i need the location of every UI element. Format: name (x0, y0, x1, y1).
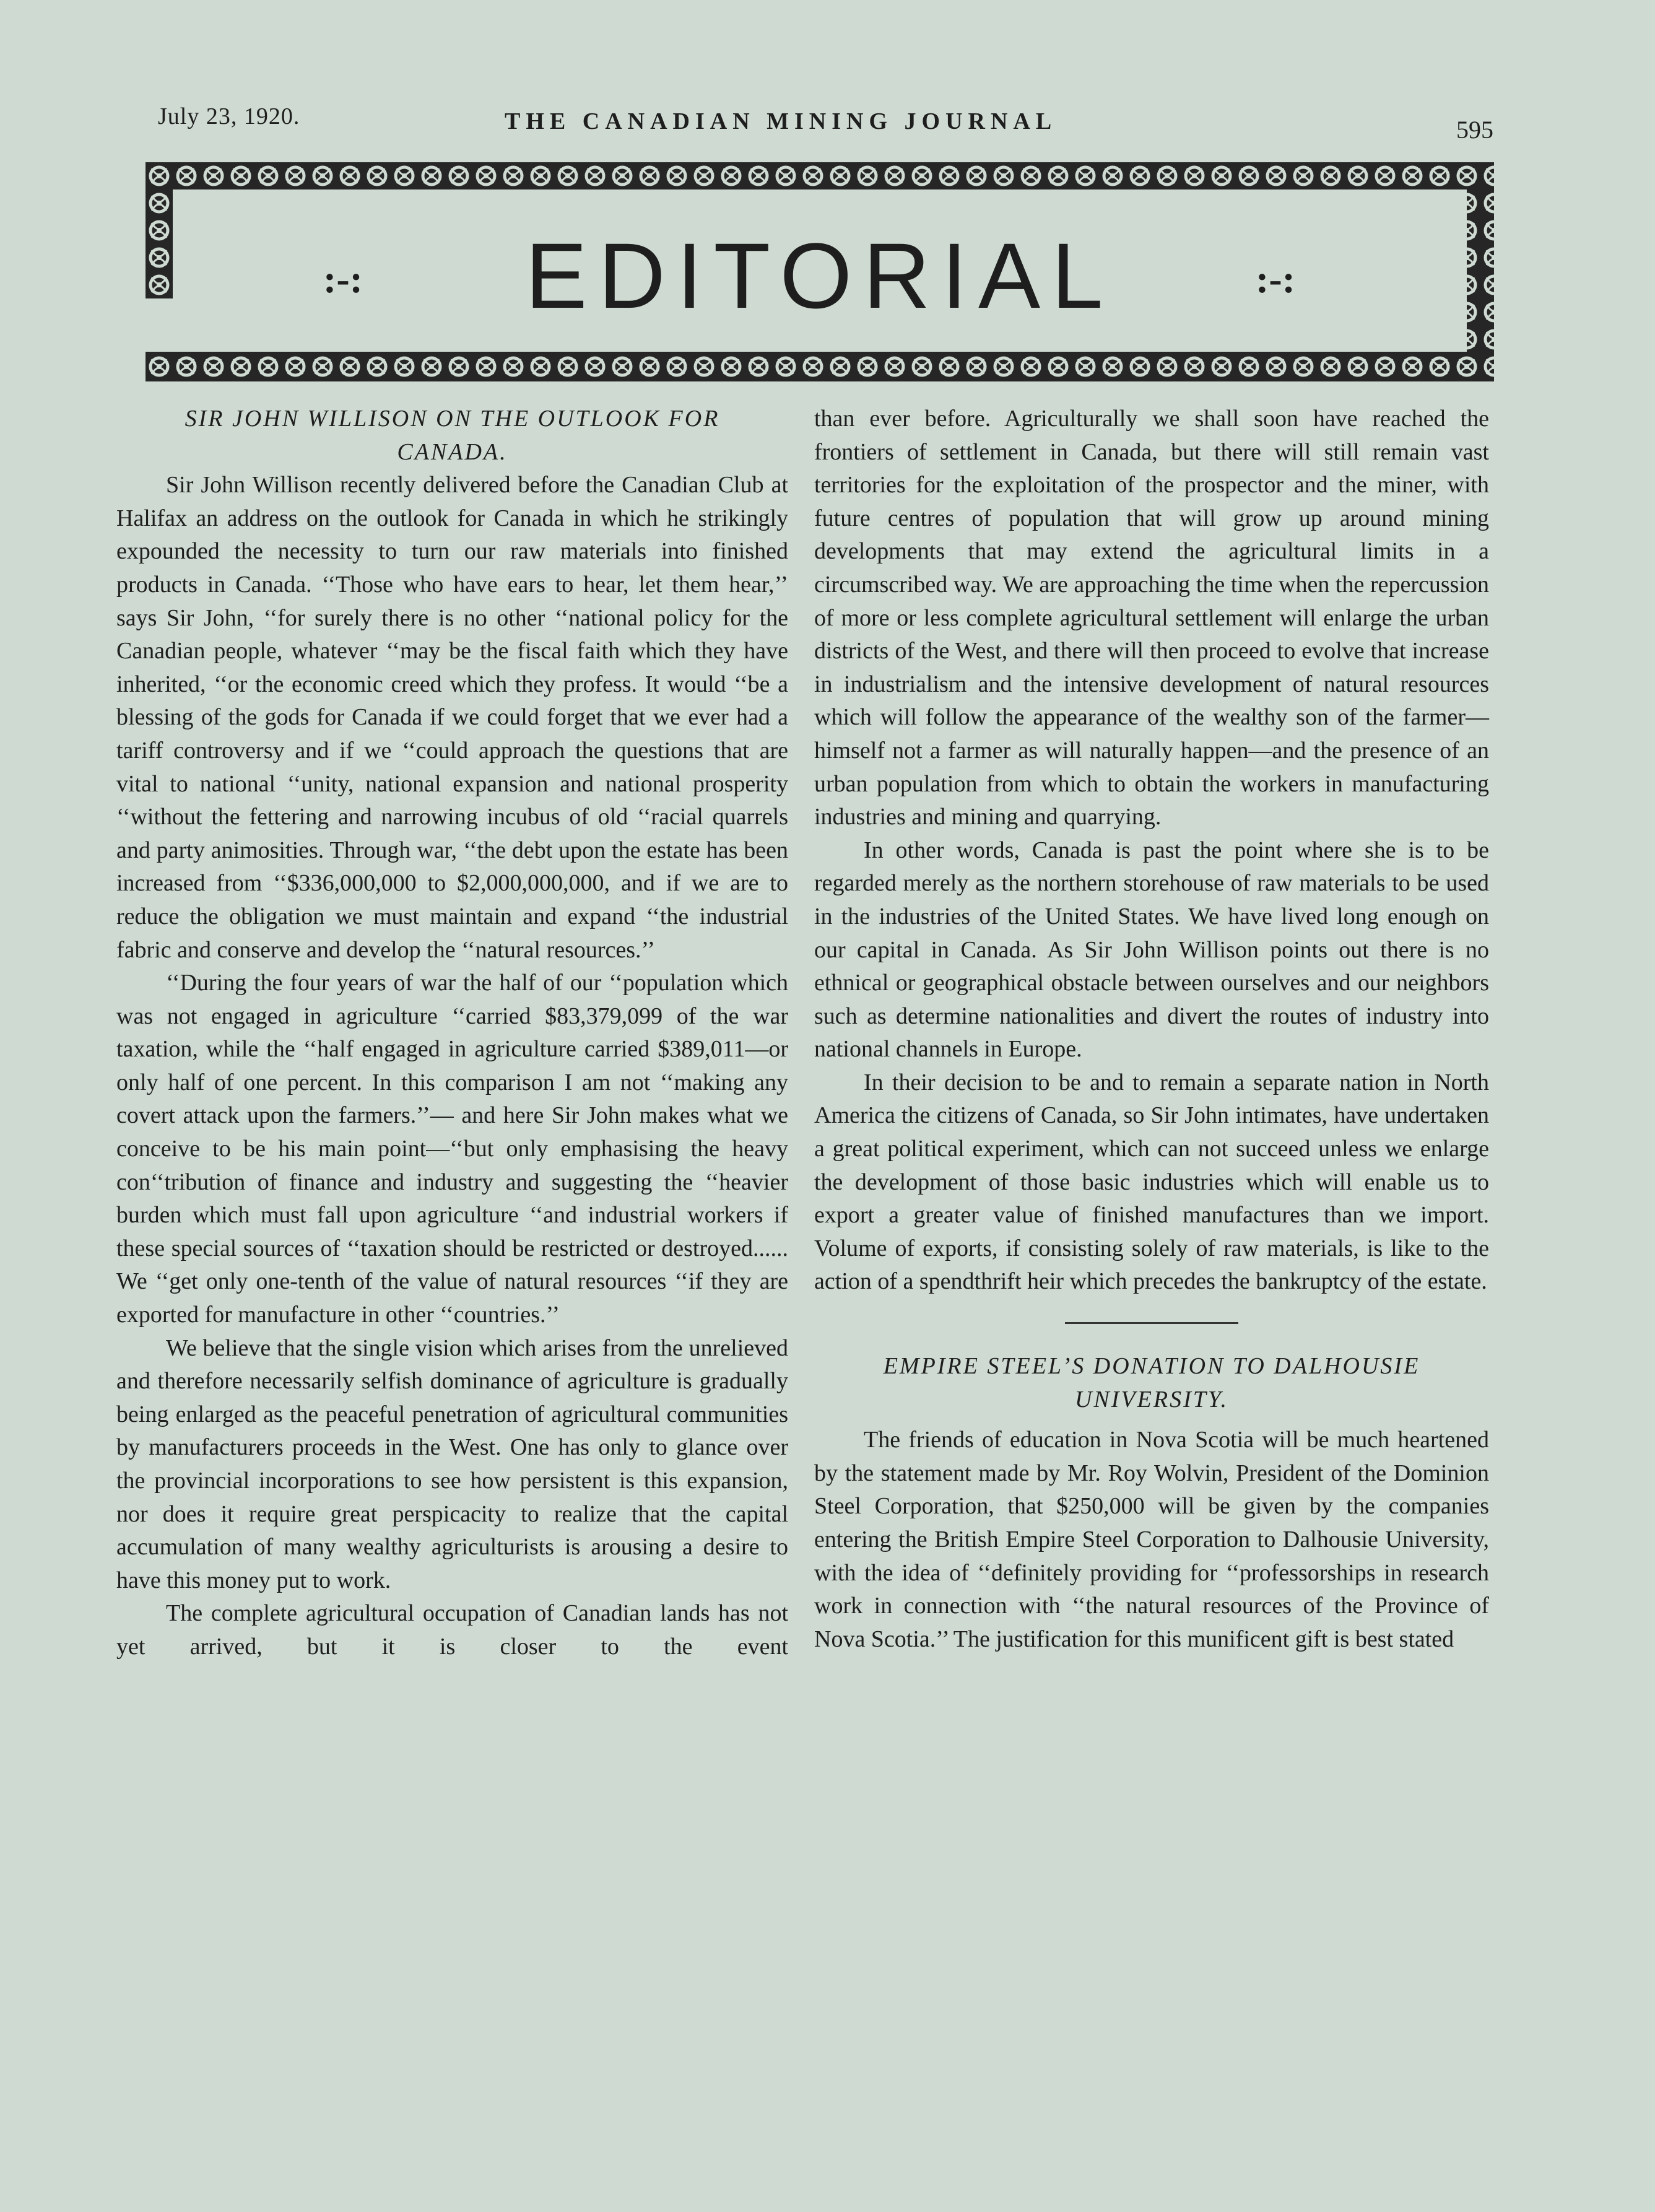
article-paragraph: The friends of education in Nova Scotia will be much heartened by the statement made by Mr. Roy Wolvin, President of the Dominion Steel Corporation, that $250,000 will be given by the companies entering the British Empire Steel Corporation to Dalhousie University, with the idea of ‘‘definitely providing for ‘‘professorships in research work in connection with ‘‘the natural resources of the Province of Nova Scotia.’’ The justification for this munificent gift is best stated (814, 1427, 1489, 1652)
editorial-banner (146, 162, 1494, 384)
article-paragraph: ‘‘During the four years of war the half of our ‘‘population which was not engaged in agriculture ‘‘carried $83,379,099 of the war taxation, while the ‘‘half engaged in agriculture carried $389,011—or only half of one percent. In this comparison I am not ‘‘making any covert attack upon the farmers.’’— and here Sir John makes what we conceive to be his main point—‘‘but only emphasising the heavy con‘‘tribution of finance and industry and suggesting the ‘‘heavier burden which must fall upon agriculture ‘‘and industrial workers if these special sources of ‘‘taxation should be restricted or destroyed...... We ‘‘get only one-tenth of the value of natural resources ‘‘if they are exported for manufacture in other ‘‘countries.’’ (116, 970, 788, 1328)
article-paragraph: than ever before. Agriculturally we shall soon have reached the frontiers of settlement in Canada, but there will still remain vast territories for the exploitation of the prospector and the miner, with future centres of population that will grow up around mining developments that may extend the agricultural limits in a circumscribed way. We are approaching the time when the repercussion of more or less complete agricultural settlement will enlarge the urban districts of the West, and there will then proceed to evolve that increase in industrialism and the intensive development of natural resources which will follow the appearance of the wealthy son of the farmer—himself not a farmer as will naturally happen—and the presence of an urban population from which to obtain the workers in manufacturing industries and mining and quarrying. (814, 406, 1489, 830)
article-paragraph: Sir John Willison recently delivered before the Canadian Club at Halifax an address on the outlook for Canada in which he strikingly expounded the necessity to turn our raw materials into finished products in Canada. ‘‘Those who have ears to hear, let them hear,’’ says Sir John, ‘‘for surely there is no other ‘‘national policy for the Canadian people, whatever ‘‘may be the fiscal faith which they have inherited, ‘‘or the economic creed which they profess. It would ‘‘be a blessing of the gods for Canada if we could forget that we ever had a tariff controversy and if we ‘‘could approach the questions that are vital to national ‘‘unity, national expansion and national prosperity ‘‘without the fettering and narrowing incubus of old ‘‘racial quarrels and party animosities. Through war, ‘‘the debt upon the estate has been increased from ‘‘$336,000,000 to $2,000,000,000, and if we are to reduce the obligation we must maintain and expand ‘‘the industrial fabric and conserve and develop the ‘‘natural resources.’’ (116, 472, 788, 963)
article-paragraph: The complete agricultural occupation of Canadian lands has not yet arrived, but it is closer to the event (116, 1600, 788, 1660)
page-number: 595 (1456, 116, 1493, 144)
section-divider (1065, 1322, 1238, 1324)
article-paragraph: In their decision to be and to remain a separate nation in North America the citizens of Canada, so Sir John intimates, have undertaken a great political experiment, which can not succeed unless we enlarge the development of those basic industries which will enable us to export a greater value of finished manufactures than we import. Volume of exports, if consisting solely of raw materials, is like to the action of a spendthrift heir which precedes the bankruptcy of the estate. (814, 1069, 1489, 1295)
article-paragraph: In other words, Canada is past the point where she is to be regarded merely as the northern storehouse of raw materials to be used in the industries of the United States. We have lived long enough on our capital in Canada. As Sir John Willison points out there is no ethnical or geographical obstacle between ourselves and our neighbors such as determine nationalities and divert the routes of industry into national channels in Europe. (814, 837, 1489, 1063)
ornament-left: :-: (323, 257, 363, 301)
left-column (116, 403, 788, 1664)
ornament-right: :-: (1256, 257, 1295, 301)
issue-date: July 23, 1920. (158, 103, 300, 129)
article-headline: SIR JOHN WILLISON ON THE OUTLOOK FOR CANADA. (185, 406, 720, 465)
banner-title: EDITORIAL (525, 224, 1114, 328)
journal-title: THE CANADIAN MINING JOURNAL (505, 108, 1058, 134)
article-paragraph: We believe that the single vision which arises from the unrelieved and therefore necessarily selfish dominance of agriculture is gradually being enlarged as the peaceful penetration of agricultural communities by manufacturers proceeds in the West. One has only to glance over the provincial incorporations to see how persistent is this expansion, nor does it require great perspicacity to realize that the capital accumulation of many wealthy agriculturists is arousing a desire to have this money put to work. (116, 1335, 788, 1593)
article-headline: EMPIRE STEEL’S DONATION TO DALHOUSIE UNIVERSITY. (883, 1353, 1420, 1413)
right-column (814, 403, 1489, 1656)
